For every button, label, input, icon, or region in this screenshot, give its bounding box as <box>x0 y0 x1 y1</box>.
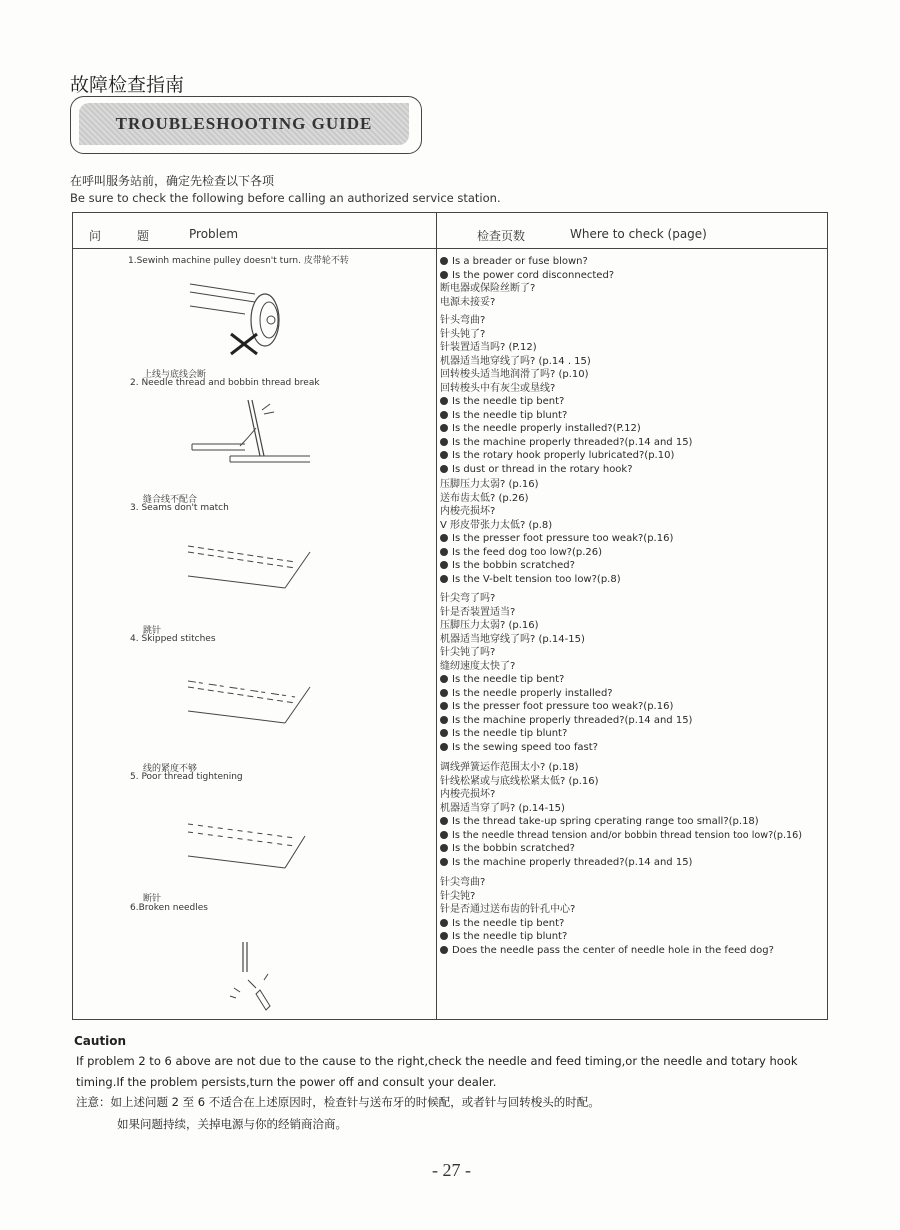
column-divider <box>436 213 437 1019</box>
check-3-line-7: Is the bobbin scratched? <box>440 559 673 573</box>
check-6-line-1: 针尖弯曲? <box>440 877 486 888</box>
check-2-line-2: 针头钝了? <box>440 328 486 340</box>
caution-heading: Caution <box>74 1034 127 1048</box>
check-6-line-4: Is the needle tip bent? <box>440 917 774 931</box>
page-number: - 27 - <box>432 1160 471 1180</box>
check-5-line-4: 机器适当穿了吗? (p.14-15) <box>440 802 565 814</box>
header-check-en: Where to check (page) <box>570 227 707 241</box>
skipped-stitches-illustration <box>185 675 315 730</box>
check-3-line-5: Is the presser foot pressure too weak?(p.16) <box>440 532 673 546</box>
intro-en: Be sure to check the following before calling an authorized service station. <box>70 191 501 205</box>
check-4-line-8: Is the needle properly installed? <box>440 687 692 701</box>
check-4-line-12: Is the sewing speed too fast? <box>440 741 692 755</box>
check-5-line-5: Is the thread take-up spring cperating range too small?(p.18) <box>440 815 802 829</box>
check-2-line-4: 机器适当地穿线了吗? (p.14 . 15) <box>440 355 591 367</box>
title-banner-fill <box>79 103 409 145</box>
check-4-line-5: 针尖钝了吗? <box>440 647 496 658</box>
check-2-line-7: Is the needle tip bent? <box>440 395 692 409</box>
problem-2-cn: 上线与底线会断 <box>143 370 207 380</box>
seams-illustration <box>185 540 315 595</box>
check-5-line-6: Is the needle thread tension and/or bobbin thread tension too low?(p.16) <box>440 829 802 843</box>
check-3-line-3: 内梭壳损坏? <box>440 506 496 517</box>
problem-5-label: 5. Poor thread tightening <box>130 772 243 782</box>
check-2-line-3: 针装置适当吗? (P.12) <box>440 342 537 353</box>
problem-6-cn: 断针 <box>143 894 162 904</box>
check-group-4 <box>440 592 692 754</box>
check-5-line-1: 调线弹簧运作范围太小? (p.18) <box>440 762 579 773</box>
caution-text-cn-1: 注意：如上述问题 2 至 6 不适合在上述原因时，检查针与送布牙的时候配，或者针与回转梭头的时配。 <box>76 1095 600 1109</box>
check-4-line-2: 针是否装置适当? <box>440 606 516 618</box>
problem-1-label: 1.Sewinh machine pulley doesn't turn. 皮带轮不转 <box>128 256 349 266</box>
check-group-6 <box>440 876 774 957</box>
problem-2-label: 2. Needle thread and bobbin thread break <box>130 378 320 388</box>
check-4-line-11: Is the needle tip blunt? <box>440 727 692 741</box>
check-4-line-1: 针尖弯了吗? <box>440 593 496 604</box>
problem-4-cn: 跳针 <box>143 626 162 636</box>
intro-cn: 在呼叫服务站前，确定先检查以下各项 <box>70 174 275 188</box>
check-4-line-10: Is the machine properly threaded?(p.14 and 15) <box>440 714 692 728</box>
problem-3-label: 3. Seams don't match <box>130 503 229 513</box>
check-4-line-7: Is the needle tip bent? <box>440 673 692 687</box>
check-5-line-7: Is the bobbin scratched? <box>440 842 802 856</box>
check-1-line-2: Is the power cord disconnected? <box>440 269 614 283</box>
check-6-line-6: Does the needle pass the center of needle hole in the feed dog? <box>440 944 774 958</box>
check-group-5 <box>440 761 802 869</box>
check-4-line-9: Is the presser foot pressure too weak?(p.16) <box>440 700 692 714</box>
check-5-line-8: Is the machine properly threaded?(p.14 and 15) <box>440 856 802 870</box>
caution-text-en: If problem 2 to 6 above are not due to the cause to the right,check the needle and feed timing,or the needle and totary hook timing.If the problem persists,turn the power off and consult your dealer. <box>76 1054 798 1089</box>
check-6-line-3: 针是否通过送布齿的针孔中心? <box>440 904 576 915</box>
check-6-line-2: 针尖钝? <box>440 890 476 902</box>
check-1-line-4: 电源未接妥? <box>440 296 496 308</box>
check-4-line-6: 缝纫速度太快了? <box>440 660 516 672</box>
check-5-line-3: 内梭壳损坏? <box>440 789 496 800</box>
problem-6-label: 6.Broken needles <box>130 903 208 913</box>
check-2-line-11: Is the rotary hook properly lubricated?(p.10) <box>440 449 692 463</box>
check-group-3 <box>440 478 673 586</box>
problem-3-cn: 缝合线不配合 <box>143 495 198 505</box>
header-divider <box>73 248 827 249</box>
check-3-line-1: 压脚压力太弱? (p.16) <box>440 479 539 490</box>
check-group-2 <box>440 314 692 476</box>
header-problem-cn1: 问 <box>89 229 102 243</box>
broken-needle-illustration <box>220 940 280 1015</box>
check-2-line-10: Is the machine properly threaded?(p.14 and 15) <box>440 436 692 450</box>
page-title-en: TROUBLESHOOTING GUIDE <box>115 114 373 133</box>
check-4-line-3: 压脚压力太弱? (p.16) <box>440 620 539 631</box>
header-problem-en: Problem <box>189 227 239 241</box>
check-group-1 <box>440 255 614 309</box>
check-1-line-1: Is a breader or fuse blown? <box>440 255 614 269</box>
check-3-line-8: Is the V-belt tension too low?(p.8) <box>440 573 673 587</box>
page-title-cn: 故障检查指南 <box>70 74 185 96</box>
check-2-line-9: Is the needle properly installed?(P.12) <box>440 422 692 436</box>
check-2-line-1: 针头弯曲? <box>440 315 486 326</box>
check-6-line-5: Is the needle tip blunt? <box>440 930 774 944</box>
check-2-line-5: 回转梭头适当地润滑了吗? (p.10) <box>440 369 589 380</box>
check-4-line-4: 机器适当地穿线了吗? (p.14-15) <box>440 633 585 645</box>
check-1-line-3: 断电器或保险丝断了? <box>440 283 536 294</box>
problem-5-cn: 线的紧度不够 <box>143 764 198 774</box>
header-problem-cn2: 题 <box>137 229 150 243</box>
check-3-line-2: 送布齿太低? (p.26) <box>440 492 529 504</box>
check-3-line-4: V 形皮带张力太低? (p.8) <box>440 519 553 531</box>
problem-4-label: 4. Skipped stitches <box>130 634 216 644</box>
thread-tightening-illustration <box>185 818 315 878</box>
check-2-line-6: 回转梭头中有灰尘或垦线? <box>440 382 556 394</box>
check-2-line-8: Is the needle tip blunt? <box>440 409 692 423</box>
title-banner <box>70 96 422 154</box>
thread-break-illustration <box>190 398 315 478</box>
caution-text-cn-2: 如果问题持续，关掉电源与你的经销商洽商。 <box>117 1117 347 1131</box>
check-5-line-2: 针线松紧或与底线松紧太低? (p.16) <box>440 775 599 787</box>
check-2-line-12: Is dust or thread in the rotary hook? <box>440 463 692 477</box>
check-3-line-6: Is the feed dog too low?(p.26) <box>440 546 673 560</box>
header-check-cn: 检查页数 <box>477 229 526 243</box>
pulley-illustration <box>185 270 295 365</box>
